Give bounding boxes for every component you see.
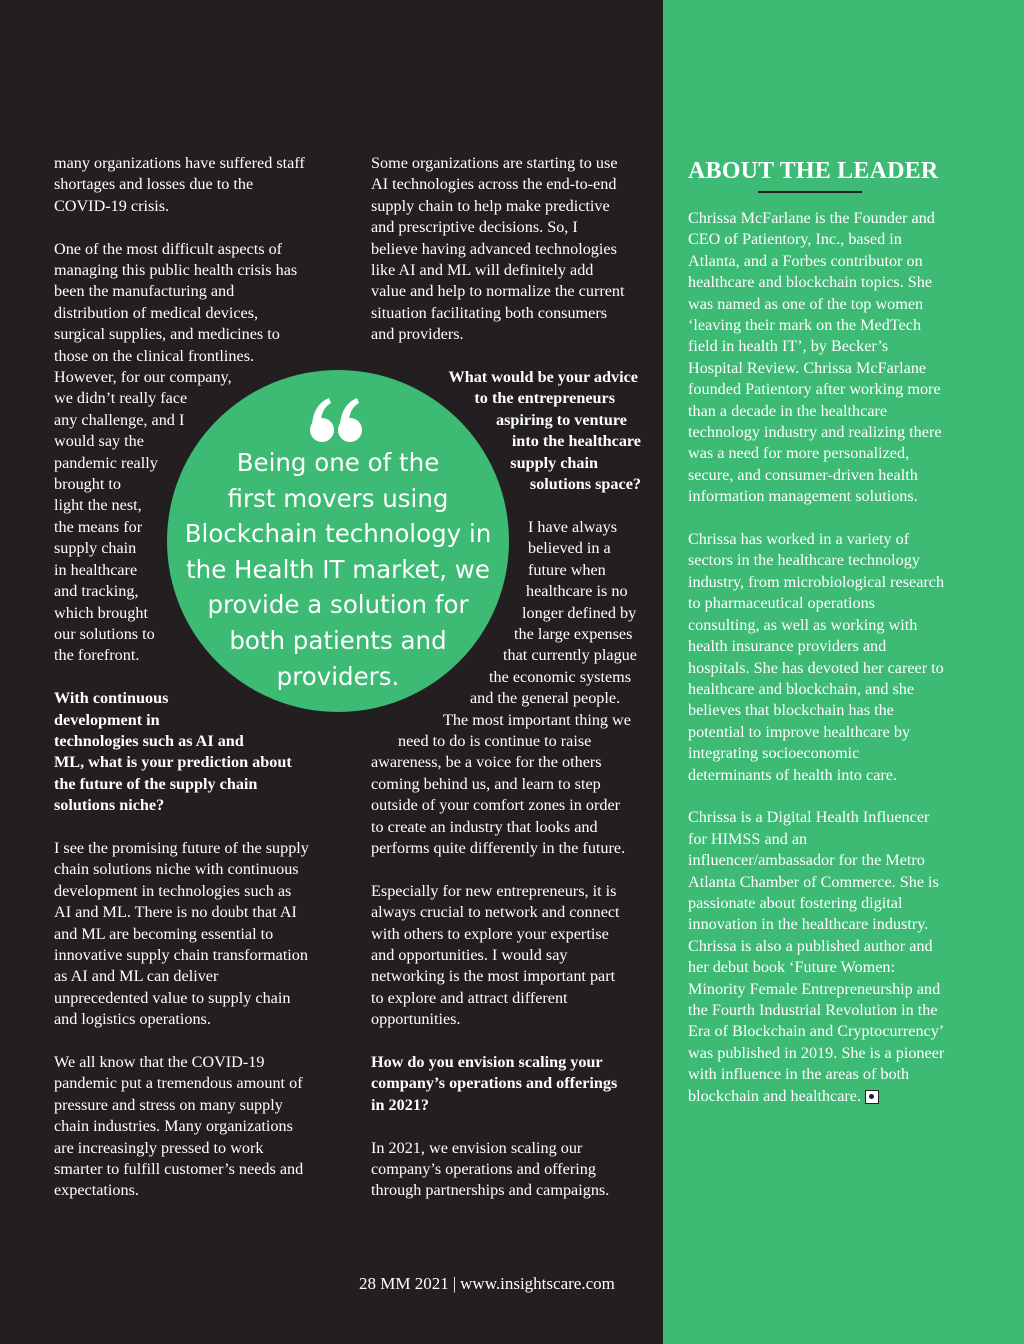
text-line: performs quite differently in the future.: [371, 838, 626, 857]
text-line: we didn’t really face: [54, 389, 188, 408]
text-line: I have always: [528, 517, 617, 536]
text-line: pandemic really: [54, 453, 158, 472]
text-line: her debut book ‘Future Women:: [688, 958, 895, 977]
text-line: technologies such as AI and: [54, 731, 244, 750]
quote-line: first movers using: [227, 483, 449, 513]
text-line: and the general people.: [470, 689, 621, 708]
text-line: the future of the supply chain: [54, 774, 258, 793]
text-line: health insurance providers and: [688, 637, 887, 656]
text-line: Chrissa has worked in a variety of: [688, 530, 910, 549]
text-line: and opportunities. I would say: [371, 945, 568, 964]
text-line: company’s operations and offerings: [371, 1074, 618, 1093]
text-line: believes that blockchain has the: [688, 701, 894, 720]
text-line: light the nest,: [54, 496, 142, 515]
text-line: and logistics operations.: [54, 1010, 211, 1029]
text-line: founded Patientory after working more: [688, 380, 941, 399]
text-line: was named as one of the top women: [688, 294, 924, 313]
col2-paragraph-3: [371, 881, 651, 1031]
text-line: determinants of health into care.: [688, 765, 898, 784]
text-line: future when: [528, 560, 606, 579]
text-line: I see the promising future of the supply: [54, 838, 309, 857]
footer-separator: |: [452, 1274, 457, 1293]
text-line: industry, from microbiological research: [688, 572, 945, 591]
text-line: innovative supply chain transformation: [54, 945, 308, 964]
text-line: With continuous: [54, 689, 169, 708]
text-line: which brought: [54, 603, 148, 622]
text-line: aspiring to venture: [495, 410, 627, 429]
page-number: 28: [359, 1274, 376, 1293]
quote-line: Blockchain technology in: [184, 519, 492, 549]
text-line: need to do is continue to raise: [398, 731, 592, 750]
col2-paragraph-1: [371, 153, 651, 346]
text-line: the economic systems: [489, 667, 632, 686]
text-line: Era of Blockchain and Cryptocurrency’: [688, 1022, 945, 1041]
text-line: chain solutions niche with continuous: [54, 860, 299, 879]
pull-quote: [167, 370, 509, 712]
text-line: smarter to fulfill customer’s needs and: [54, 1160, 304, 1179]
text-line: and providers.: [371, 325, 464, 344]
text-line: influencer/ambassador for the Metro: [688, 851, 925, 870]
text-line: chain industries. Many organizations: [54, 1117, 293, 1136]
text-line: shortages and losses due to the: [54, 175, 254, 194]
text-line: development in: [54, 710, 160, 729]
quote-line: provide a solution for: [207, 590, 469, 620]
text-line: expectations.: [54, 1181, 139, 1200]
text-line: Atlanta, and a Forbes contributor on: [688, 251, 923, 270]
text-line: believed in a: [528, 539, 611, 558]
text-line: pandemic put a tremendous amount of: [54, 1074, 303, 1093]
text-line: managing this public health crisis has: [54, 261, 298, 280]
text-line: Chrissa is also a published author and: [688, 936, 933, 955]
text-line: the large expenses: [514, 624, 633, 643]
text-line: The most important thing we: [443, 710, 631, 729]
text-line: networking is the most important part: [371, 967, 616, 986]
text-line: AI and ML. There is no doubt that AI: [54, 903, 297, 922]
text-line: We all know that the COVID-19: [54, 1053, 265, 1071]
website-url[interactable]: www.insightscare.com: [460, 1274, 615, 1293]
text-line: technology industry and realizing there: [688, 423, 942, 442]
text-line: awareness, be a voice for the others: [371, 753, 602, 772]
text-line: to pharmaceutical operations: [688, 594, 875, 613]
text-line: the forefront.: [54, 646, 140, 665]
title-divider: [758, 191, 862, 193]
about-title: ABOUT THE LEADER: [688, 158, 939, 184]
text-line: Especially for new entrepreneurs, it is: [371, 881, 617, 900]
text-line: field in health IT’, by Becker’s: [688, 337, 889, 356]
text-line: than a decade in the healthcare: [688, 401, 888, 420]
text-line: supply chain: [54, 539, 137, 558]
text-line: What would be your advice: [448, 368, 638, 387]
text-line: and tracking,: [54, 582, 139, 601]
text-line: development in technologies such as: [54, 881, 292, 900]
text-line: Atlanta Chamber of Commerce. She is: [688, 872, 939, 891]
text-line: the means for: [54, 517, 143, 536]
magazine-issue: MM 2021: [380, 1274, 449, 1293]
text-line: was a need for more personalized,: [688, 444, 910, 463]
text-line: healthcare and blockchain topics. She: [688, 273, 933, 292]
about-paragraph-1: [688, 208, 978, 508]
about-paragraph-2: [688, 529, 978, 786]
text-line: One of the most difficult aspects of: [54, 239, 283, 258]
text-line: was published in 2019. She is a pioneer: [688, 1043, 945, 1062]
text-line: outside of your comfort zones in order: [371, 796, 621, 815]
col1-paragraph-4: [54, 1052, 344, 1202]
text-line: hospitals. She has devoted her career to: [688, 658, 944, 677]
text-line: believe having advanced technologies: [371, 239, 617, 258]
text-line: value and help to normalize the current: [371, 282, 625, 301]
text-line: for HIMSS and an: [688, 829, 808, 848]
col2-question-2: [371, 1052, 651, 1116]
text-line: passionate about fostering digital: [688, 893, 903, 912]
text-line: However, for our company,: [54, 368, 232, 387]
text-line: to create an industry that looks and: [371, 817, 598, 836]
text-line: How do you envision scaling your: [371, 1053, 603, 1071]
page-footer: [359, 1274, 615, 1294]
text-line: company’s operations and offering: [371, 1160, 596, 1179]
text-line: Hospital Review. Chrissa McFarlane: [688, 358, 927, 377]
text-line: longer defined by: [522, 603, 637, 622]
text-line: that currently plague: [503, 646, 637, 665]
text-line: been the manufacturing and: [54, 282, 235, 301]
text-line: innovation in the healthcare industry.: [688, 915, 929, 934]
text-line: AI technologies across the end-to-end: [371, 175, 617, 194]
col2-paragraph-4: [371, 1138, 651, 1202]
text-line: supply chain to help make predictive: [371, 196, 610, 215]
text-line: consulting, as well as working with: [688, 615, 918, 634]
col1-paragraph-1: [54, 153, 344, 217]
text-line: healthcare and blockchain, and she: [688, 679, 915, 698]
last-line: [688, 1086, 978, 1107]
text-line: Some organizations are starting to use: [371, 154, 618, 172]
text-line: solutions niche?: [54, 796, 165, 815]
text-line: and prescriptive decisions. So, I: [371, 218, 578, 237]
quote-line: the Health IT market, we: [186, 554, 490, 584]
text-line: integrating socioeconomic: [688, 744, 860, 763]
text-line: supply chain: [510, 453, 598, 472]
text-line: pressure and stress on many supply: [54, 1095, 283, 1114]
text-line: would say the: [54, 432, 144, 451]
text-line: CEO of Patientory, Inc., based in: [688, 230, 902, 249]
text-line: many organizations have suffered staff: [54, 154, 305, 172]
text-line: to explore and attract different: [371, 988, 568, 1007]
text-line: ML, what is your prediction about: [54, 753, 292, 772]
text-line: Minority Female Entrepreneurship and: [688, 979, 941, 998]
about-paragraph-3: [688, 807, 978, 1107]
text-line: into the healthcare: [511, 432, 641, 451]
text-line: potential to improve healthcare by: [688, 722, 911, 741]
text-line: through partnerships and campaigns.: [371, 1181, 610, 1200]
text-line: those on the clinical frontlines.: [54, 346, 255, 365]
text-line: ‘leaving their mark on the MedTech: [688, 316, 922, 335]
text-line: our solutions to: [54, 624, 155, 643]
quote-line: providers.: [276, 661, 400, 691]
text-line: always crucial to network and connect: [371, 903, 620, 922]
end-of-article-icon: [865, 1090, 879, 1104]
text-line: opportunities.: [371, 1010, 461, 1029]
text-line: with influence in the areas of both: [688, 1065, 910, 1084]
text-line: like AI and ML will definitely add: [371, 261, 594, 280]
text-line: healthcare is no: [526, 582, 628, 601]
text-line: blockchain and healthcare.: [688, 1086, 862, 1105]
text-line: secure, and consumer-driven health: [688, 465, 918, 484]
text-line: information management solutions.: [688, 487, 918, 506]
text-line: solutions space?: [529, 475, 641, 494]
col1-paragraph-3: [54, 838, 344, 1031]
text-line: in healthcare: [54, 560, 138, 579]
text-line: COVID-19 crisis.: [54, 196, 170, 215]
text-line: the Fourth Industrial Revolution in the: [688, 1001, 938, 1019]
about-the-leader: [688, 157, 978, 1128]
text-line: in 2021?: [371, 1095, 430, 1114]
text-line: brought to: [54, 475, 121, 494]
text-line: coming behind us, and learn to step: [371, 774, 601, 793]
text-line: sectors in the healthcare technology: [688, 551, 920, 570]
text-line: distribution of medical devices,: [54, 303, 259, 322]
quote-line: both patients and: [229, 625, 447, 655]
text-line: to the entrepreneurs: [474, 389, 615, 408]
text-line: surgical supplies, and medicines to: [54, 325, 280, 344]
text-line: Chrissa McFarlane is the Founder and: [688, 209, 935, 227]
text-line: In 2021, we envision scaling our: [371, 1138, 583, 1157]
text-line: and ML are becoming essential to: [54, 924, 274, 943]
quote-mark-icon: [307, 392, 367, 452]
text-line: as AI and ML can deliver: [54, 967, 219, 986]
text-line: Chrissa is a Digital Health Influencer: [688, 808, 930, 827]
text-line: with others to explore your expertise: [371, 924, 609, 943]
text-line: any challenge, and I: [54, 410, 185, 429]
text-line: situation facilitating both consumers: [371, 303, 608, 322]
pull-quote-text: [167, 445, 509, 694]
text-line: unprecedented value to supply chain: [54, 988, 291, 1007]
quote-line: Being one of the: [236, 448, 440, 477]
text-line: are increasingly pressed to work: [54, 1138, 264, 1157]
